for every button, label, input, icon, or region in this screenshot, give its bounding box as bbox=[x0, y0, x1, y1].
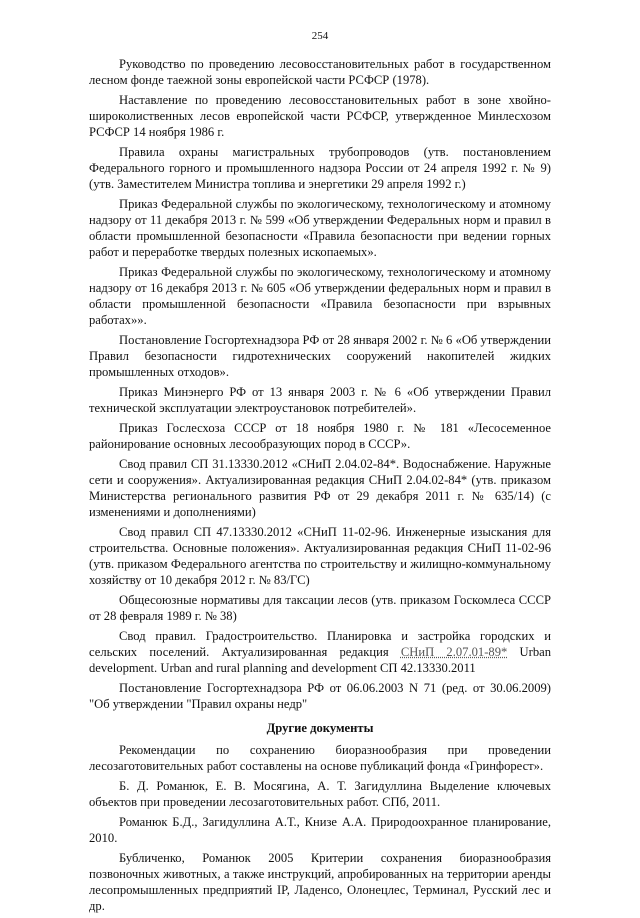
reference-paragraph: Приказ Федеральной службы по экологическому, технологическому и атомному надзору от 11 декабря 2013 г. № 599 «Об утверждении Федеральных норм и правил в области промышленной безопасности «Правила безопасности при ведении горных работ и переработке твердых полезных ископаемых». bbox=[89, 197, 551, 259]
document-body bbox=[89, 56, 551, 918]
other-document-paragraph: Б. Д. Романюк, Е. В. Мосягина, А. Т. Загидуллина Выделение ключевых объектов при проведении лесозаготовительных работ. СПб, 2011. bbox=[89, 779, 551, 809]
reference-paragraph: Свод правил СП 31.13330.2012 «СНиП 2.04.02-84*. Водоснабжение. Наружные сети и сооружения». Актуализированная редакция СНиП 2.04.02-84* (утв. приказом Министерства регионального развития РФ от 29 декабря 2011 г. № 635/14) (с изменениями и дополнениями) bbox=[89, 457, 551, 519]
reference-paragraph: Свод правил СП 47.13330.2012 «СНиП 11-02-96. Инженерные изыскания для строительства. Основные положения». Актуализированная редакция СНиП 11-02-96 (утв. приказом Федерального агентства по строительству и жилищно-коммунальному хозяйству от 10 декабря 2012 г. № 83/ГС) bbox=[89, 525, 551, 587]
reference-paragraph: Приказ Гослесхоза СССР от 18 ноября 1980 г. № 181 «Лесосеменное районирование основных лесообразующих пород в СССР». bbox=[89, 421, 551, 451]
reference-paragraph: Постановление Госгортехнадзора РФ от 28 января 2002 г. № 6 «Об утверждении Правил безопасности гидротехнических сооружений накопителей жидких промышленных отходов». bbox=[89, 333, 551, 379]
reference-paragraph: Приказ Федеральной службы по экологическому, технологическому и атомному надзору от 16 декабря 2013 г. № 605 «Об утверждении федеральных норм и правил в области промышленной безопасности «Правила безопасности при взрывных работах»». bbox=[89, 265, 551, 327]
snip-text-before: Свод правил. Градостроительство. Планировка и застройка городских и сельских поселений. Актуализированная редакция bbox=[89, 629, 551, 659]
section-heading: Другие документы bbox=[266, 721, 374, 735]
reference-paragraph: Наставление по проведению лесовосстановительных работ в зоне хвойно-широколиственных лесов европейской части РСФСР, утвержденное Минлесхозом РСФСР 14 ноября 1986 г. bbox=[89, 93, 551, 139]
reference-paragraph: Правила охраны магистральных трубопроводов (утв. постановлением Федерального горного и промышленного надзора России от 24 апреля 1992 г. № 9)(утв. Заместителем Министра топлива и энергетики 29 апреля 1992 г.) bbox=[89, 145, 551, 191]
page-number: 254 bbox=[311, 30, 329, 42]
other-document-paragraph: Бубличенко, Романюк 2005 Критерии сохранения биоразнообразия позвоночных животных, а также инструкций, апробированных на территории аренды лесопромышленных предприятий IP, Ладенсо, Олонецлес, Терминал, Русский лес и др. bbox=[89, 851, 551, 913]
reference-paragraph: Общесоюзные нормативы для таксации лесов (утв. приказом Госкомлеса СССР от 28 февраля 1989 г. № 38) bbox=[89, 593, 551, 623]
snip-link[interactable]: СНиП 2.07.01-89* bbox=[400, 645, 508, 659]
reference-paragraph: Приказ Минэнерго РФ от 13 января 2003 г. № 6 «Об утверждении Правил технической эксплуатации электроустановок потребителей». bbox=[89, 385, 551, 415]
snip-text-after: Urban development. Urban and rural planning and development СП 42.13330.2011 bbox=[89, 645, 552, 675]
reference-paragraph-snip bbox=[89, 628, 551, 676]
other-document-paragraph: Романюк Б.Д., Загидуллина А.Т., Книзе А.А. Природоохранное планирование, 2010. bbox=[89, 815, 551, 845]
other-document-paragraph: Рекомендации по сохранению биоразнообразия при проведении лесозаготовительных работ составлены на основе публикаций фонда «Гринфорест». bbox=[89, 743, 551, 773]
reference-paragraph: Постановление Госгортехнадзора РФ от 06.06.2003 N 71 (ред. от 30.06.2009) "Об утверждении "Правил охраны недр" bbox=[89, 681, 551, 711]
reference-paragraph: Руководство по проведению лесовосстановительных работ в государственном лесном фонде таежной зоны европейской части РСФСР (1978). bbox=[89, 57, 551, 87]
